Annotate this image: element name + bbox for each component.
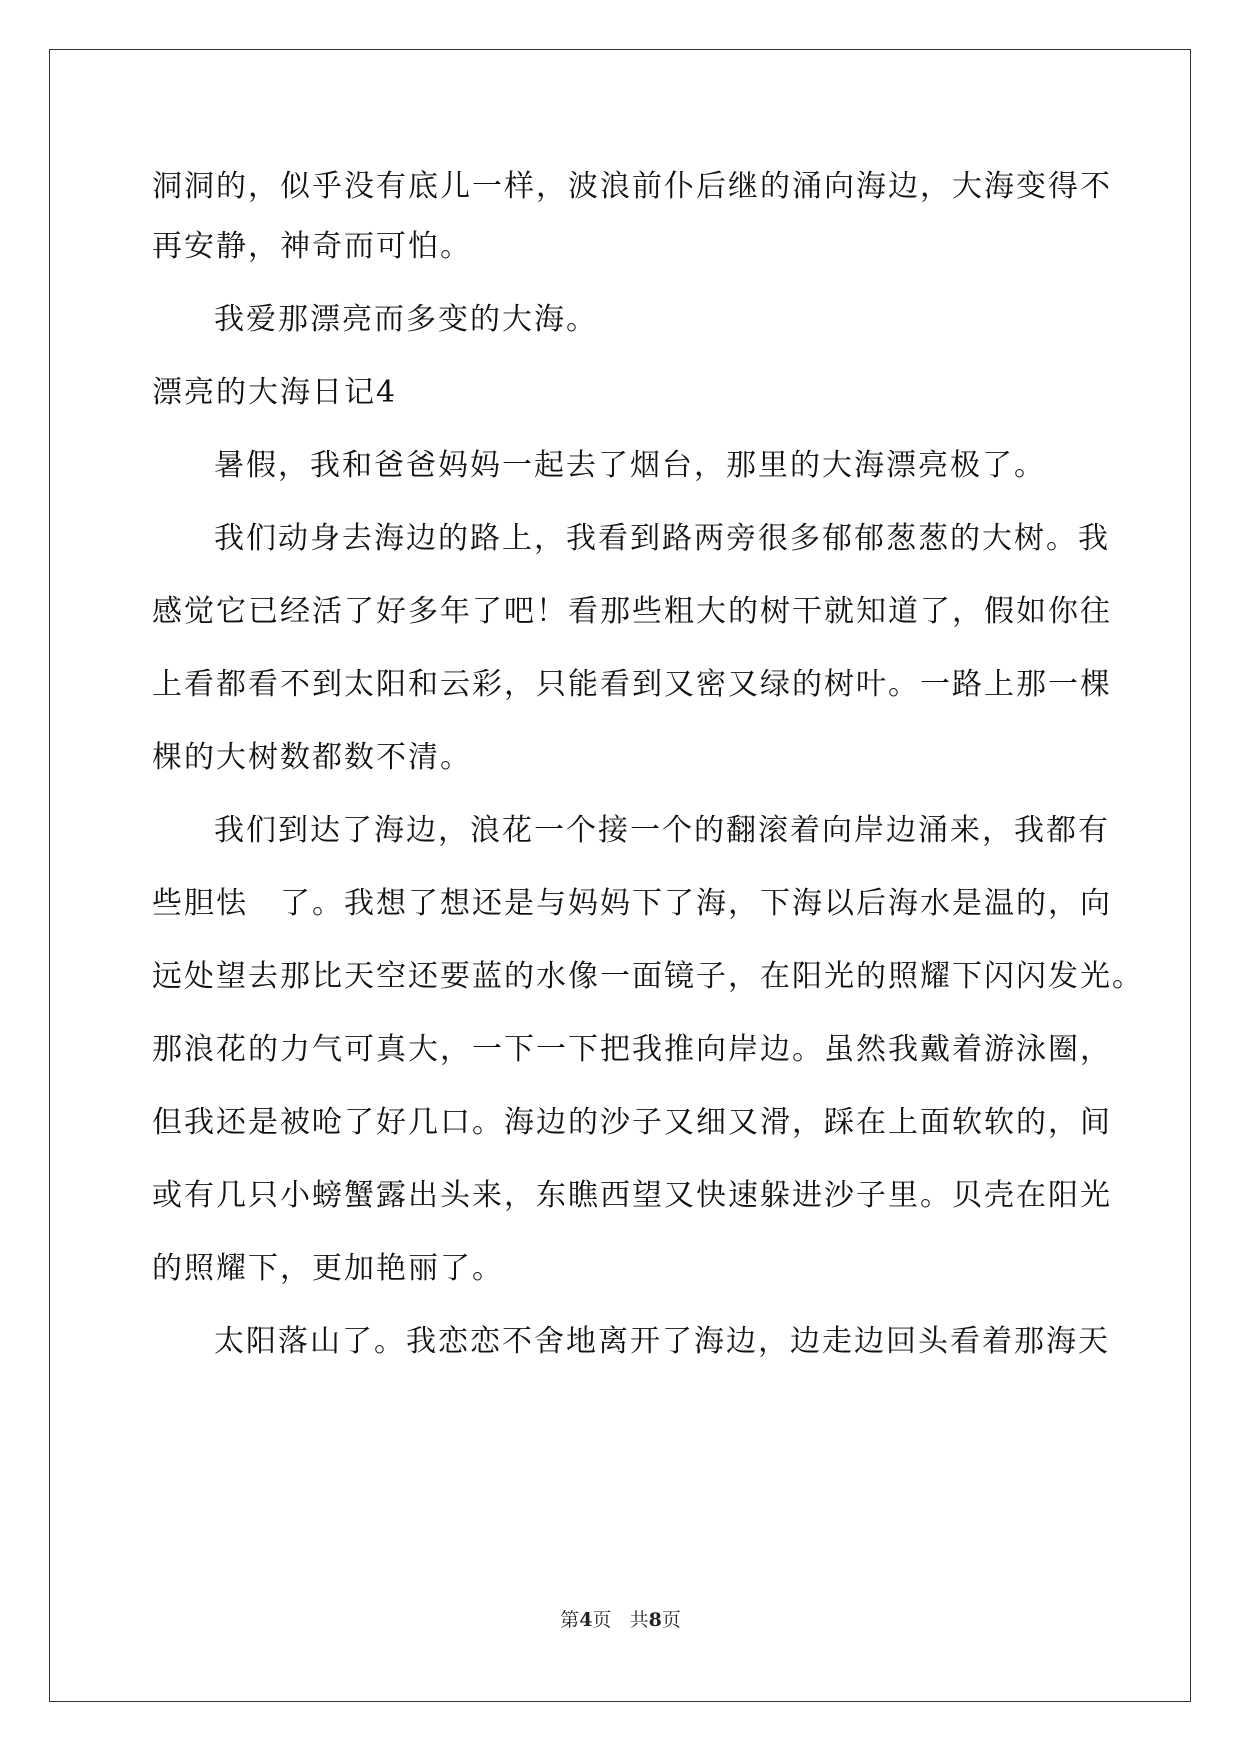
- body-text-line: 棵的大树数都数不清。: [152, 740, 472, 775]
- total-pages: 8: [648, 1609, 662, 1631]
- paragraph-line: 太阳落山了。我恋恋不舍地离开了海边，边走边回头看着那海天: [214, 1324, 1110, 1359]
- body-text-line: 感觉它已经活了好多年了吧！看那些粗大的树干就知道了，假如你往: [152, 594, 1112, 629]
- body-text-line: 远处望去那比天空还要蓝的水像一面镜子，在阳光的照耀下闪闪发光。: [152, 959, 1144, 994]
- paragraph-line: 我们动身去海边的路上，我看到路两旁很多郁郁葱葱的大树。我: [214, 521, 1110, 556]
- body-text-line: 再安静，神奇而可怕。: [152, 229, 472, 264]
- paragraph-line: 我爱那漂亮而多变的大海。: [214, 302, 598, 337]
- body-text-line: 洞洞的，似乎没有底儿一样，波浪前仆后继的涌向海边，大海变得不: [152, 169, 1112, 204]
- page-suffix: 页: [592, 1609, 612, 1631]
- body-text-line: 那浪花的力气可真大，一下一下把我推向岸边。虽然我戴着游泳圈，: [152, 1032, 1112, 1067]
- total-suffix: 页: [661, 1609, 681, 1631]
- total-prefix: 共: [629, 1609, 649, 1631]
- body-text-line: 或有几只小螃蟹露出头来，东瞧西望又快速躲进沙子里。贝壳在阳光: [152, 1178, 1112, 1213]
- paragraph-line: 暑假，我和爸爸妈妈一起去了烟台，那里的大海漂亮极了。: [214, 448, 1046, 483]
- body-text-line: 上看都看不到太阳和云彩，只能看到又密又绿的树叶。一路上那一棵: [152, 667, 1112, 702]
- page-prefix: 第: [560, 1609, 580, 1631]
- section-heading: 漂亮的大海日记4: [152, 375, 398, 410]
- paragraph-line: 我们到达了海边，浪花一个接一个的翻滚着向岸边涌来，我都有: [214, 813, 1110, 848]
- page-number: 4: [579, 1609, 593, 1631]
- body-text-line: 些胆怯 了。我想了想还是与妈妈下了海，下海以后海水是温的，向: [152, 886, 1112, 921]
- page-border: [49, 49, 1191, 1702]
- body-text-line: 但我还是被呛了好几口。海边的沙子又细又滑，踩在上面软软的，间: [152, 1105, 1112, 1140]
- page-footer: [0, 1608, 1241, 1632]
- body-text-line: 的照耀下，更加艳丽了。: [152, 1251, 504, 1286]
